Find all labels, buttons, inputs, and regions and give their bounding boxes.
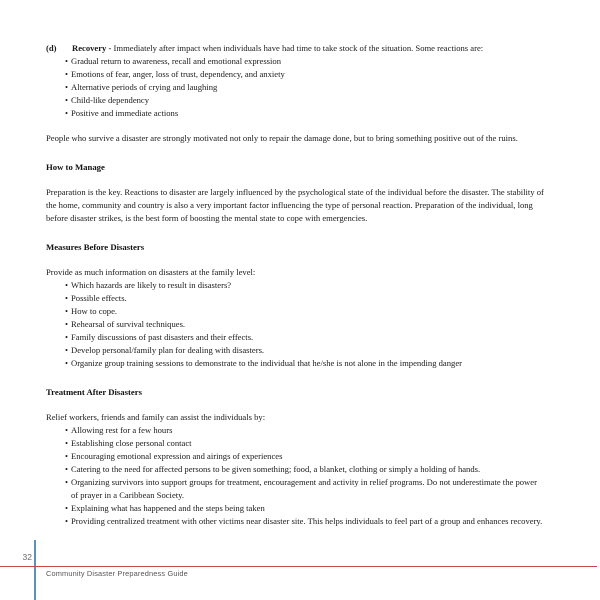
- bullet-icon: •: [65, 82, 69, 92]
- list-item-text: Explaining what has happened and the steps being taken: [71, 503, 265, 513]
- list-item: [46, 68, 546, 81]
- bullet-icon: •: [65, 293, 69, 303]
- list-item-text: Child-like dependency: [71, 95, 150, 105]
- list-item-text: Encouraging emotional expression and airings of experiences: [71, 451, 283, 461]
- list-item-text: Develop personal/family plan for dealing with disasters.: [71, 345, 265, 355]
- lettered-item-recovery: [46, 42, 546, 55]
- page-content: [46, 42, 546, 528]
- footer-vertical-rule: [34, 540, 36, 600]
- list-item-text: How to cope.: [71, 306, 118, 316]
- bullet-icon: •: [65, 464, 69, 474]
- paragraph-how-to-manage: Preparation is the key. Reactions to disaster are largely influenced by the psychological state of the individual before the disaster. The stability of the home, community and country is also a very important factor influencing the type of personal reaction. Preparation of the individual, long before disaster strikes, is the best form of boosting the mental state to cope with emergencies.: [46, 187, 544, 223]
- bullet-icon: •: [65, 438, 69, 448]
- list-item: [46, 107, 546, 120]
- heading-treatment-after-disasters: Treatment After Disasters: [46, 387, 143, 397]
- lettered-item-marker: (d): [46, 43, 57, 53]
- bullet-icon: •: [65, 516, 69, 526]
- list-item: [46, 305, 546, 318]
- list-item: [46, 81, 546, 94]
- heading-measures-before-disasters: Measures Before Disasters: [46, 242, 145, 252]
- list-item-text: Organizing survivors into support groups for treatment, encouragement and activity in relief programs. Do not underestimate the power of prayer in a Caribbean Society.: [71, 477, 537, 500]
- list-item-text: Gradual return to awareness, recall and emotional expression: [71, 56, 281, 66]
- list-item-text: Alternative periods of crying and laughing: [71, 82, 218, 92]
- bullet-icon: •: [65, 306, 69, 316]
- list-item: [46, 55, 546, 68]
- bullet-icon: •: [65, 503, 69, 513]
- list-item: [46, 450, 546, 463]
- bullet-icon: •: [65, 477, 69, 487]
- bullet-icon: •: [65, 95, 69, 105]
- list-item: [46, 279, 546, 292]
- bullet-icon: •: [65, 319, 69, 329]
- list-item: [46, 331, 546, 344]
- bullet-icon: •: [65, 56, 69, 66]
- list-item-text: Positive and immediate actions: [71, 108, 179, 118]
- list-item-text: Emotions of fear, anger, loss of trust, dependency, and anxiety: [71, 69, 285, 79]
- list-item: [46, 515, 546, 528]
- lettered-item-text: Immediately after impact when individuals have had time to take stock of the situation. Some reactions are:: [111, 43, 484, 53]
- list-item-text: Organize group training sessions to demonstrate to the individual that he/she is not alone in the impending danger: [71, 358, 463, 368]
- footer-horizontal-rule: [0, 566, 597, 567]
- list-item: [46, 424, 546, 437]
- list-item-text: Providing centralized treatment with other victims near disaster site. This helps individuals to feel part of a group and enhances recovery.: [71, 516, 543, 526]
- list-item: [46, 344, 546, 357]
- bullet-icon: •: [65, 108, 69, 118]
- recovery-bullet-list: [46, 55, 546, 120]
- list-item: [46, 463, 546, 476]
- bullet-icon: •: [65, 69, 69, 79]
- list-item: [46, 318, 546, 331]
- list-item-text: Possible effects.: [71, 293, 127, 303]
- bullet-icon: •: [65, 345, 69, 355]
- heading-how-to-manage: How to Manage: [46, 162, 105, 172]
- list-item: [46, 357, 546, 370]
- list-item: [46, 292, 546, 305]
- list-item-text: Allowing rest for a few hours: [71, 425, 173, 435]
- bullet-icon: •: [65, 280, 69, 290]
- bullet-icon: •: [65, 332, 69, 342]
- list-item-text: Rehearsal of survival techniques.: [71, 319, 186, 329]
- list-item-text: Catering to the need for affected persons to be given something; food, a blanket, clothing or simply a holding of hands.: [71, 464, 481, 474]
- list-item: [46, 437, 546, 450]
- paragraph-measures-intro: Provide as much information on disasters at the family level:: [46, 267, 256, 277]
- treatment-bullet-list: [46, 424, 546, 528]
- bullet-icon: •: [65, 425, 69, 435]
- bullet-icon: •: [65, 358, 69, 368]
- footer-title: Community Disaster Preparedness Guide: [46, 569, 188, 578]
- page-number: 32: [22, 552, 32, 562]
- lettered-item-lead: Recovery -: [72, 43, 112, 53]
- list-item-text: Establishing close personal contact: [71, 438, 192, 448]
- list-item: [46, 94, 546, 107]
- list-item: [46, 476, 546, 502]
- measures-bullet-list: [46, 279, 546, 370]
- paragraph-treatment-intro: Relief workers, friends and family can assist the individuals by:: [46, 412, 266, 422]
- list-item: [46, 502, 546, 515]
- paragraph-survivors: People who survive a disaster are strongly motivated not only to repair the damage done, but to bring something positive out of the ruins.: [46, 133, 518, 143]
- list-item-text: Which hazards are likely to result in disasters?: [71, 280, 232, 290]
- bullet-icon: •: [65, 451, 69, 461]
- list-item-text: Family discussions of past disasters and their effects.: [71, 332, 254, 342]
